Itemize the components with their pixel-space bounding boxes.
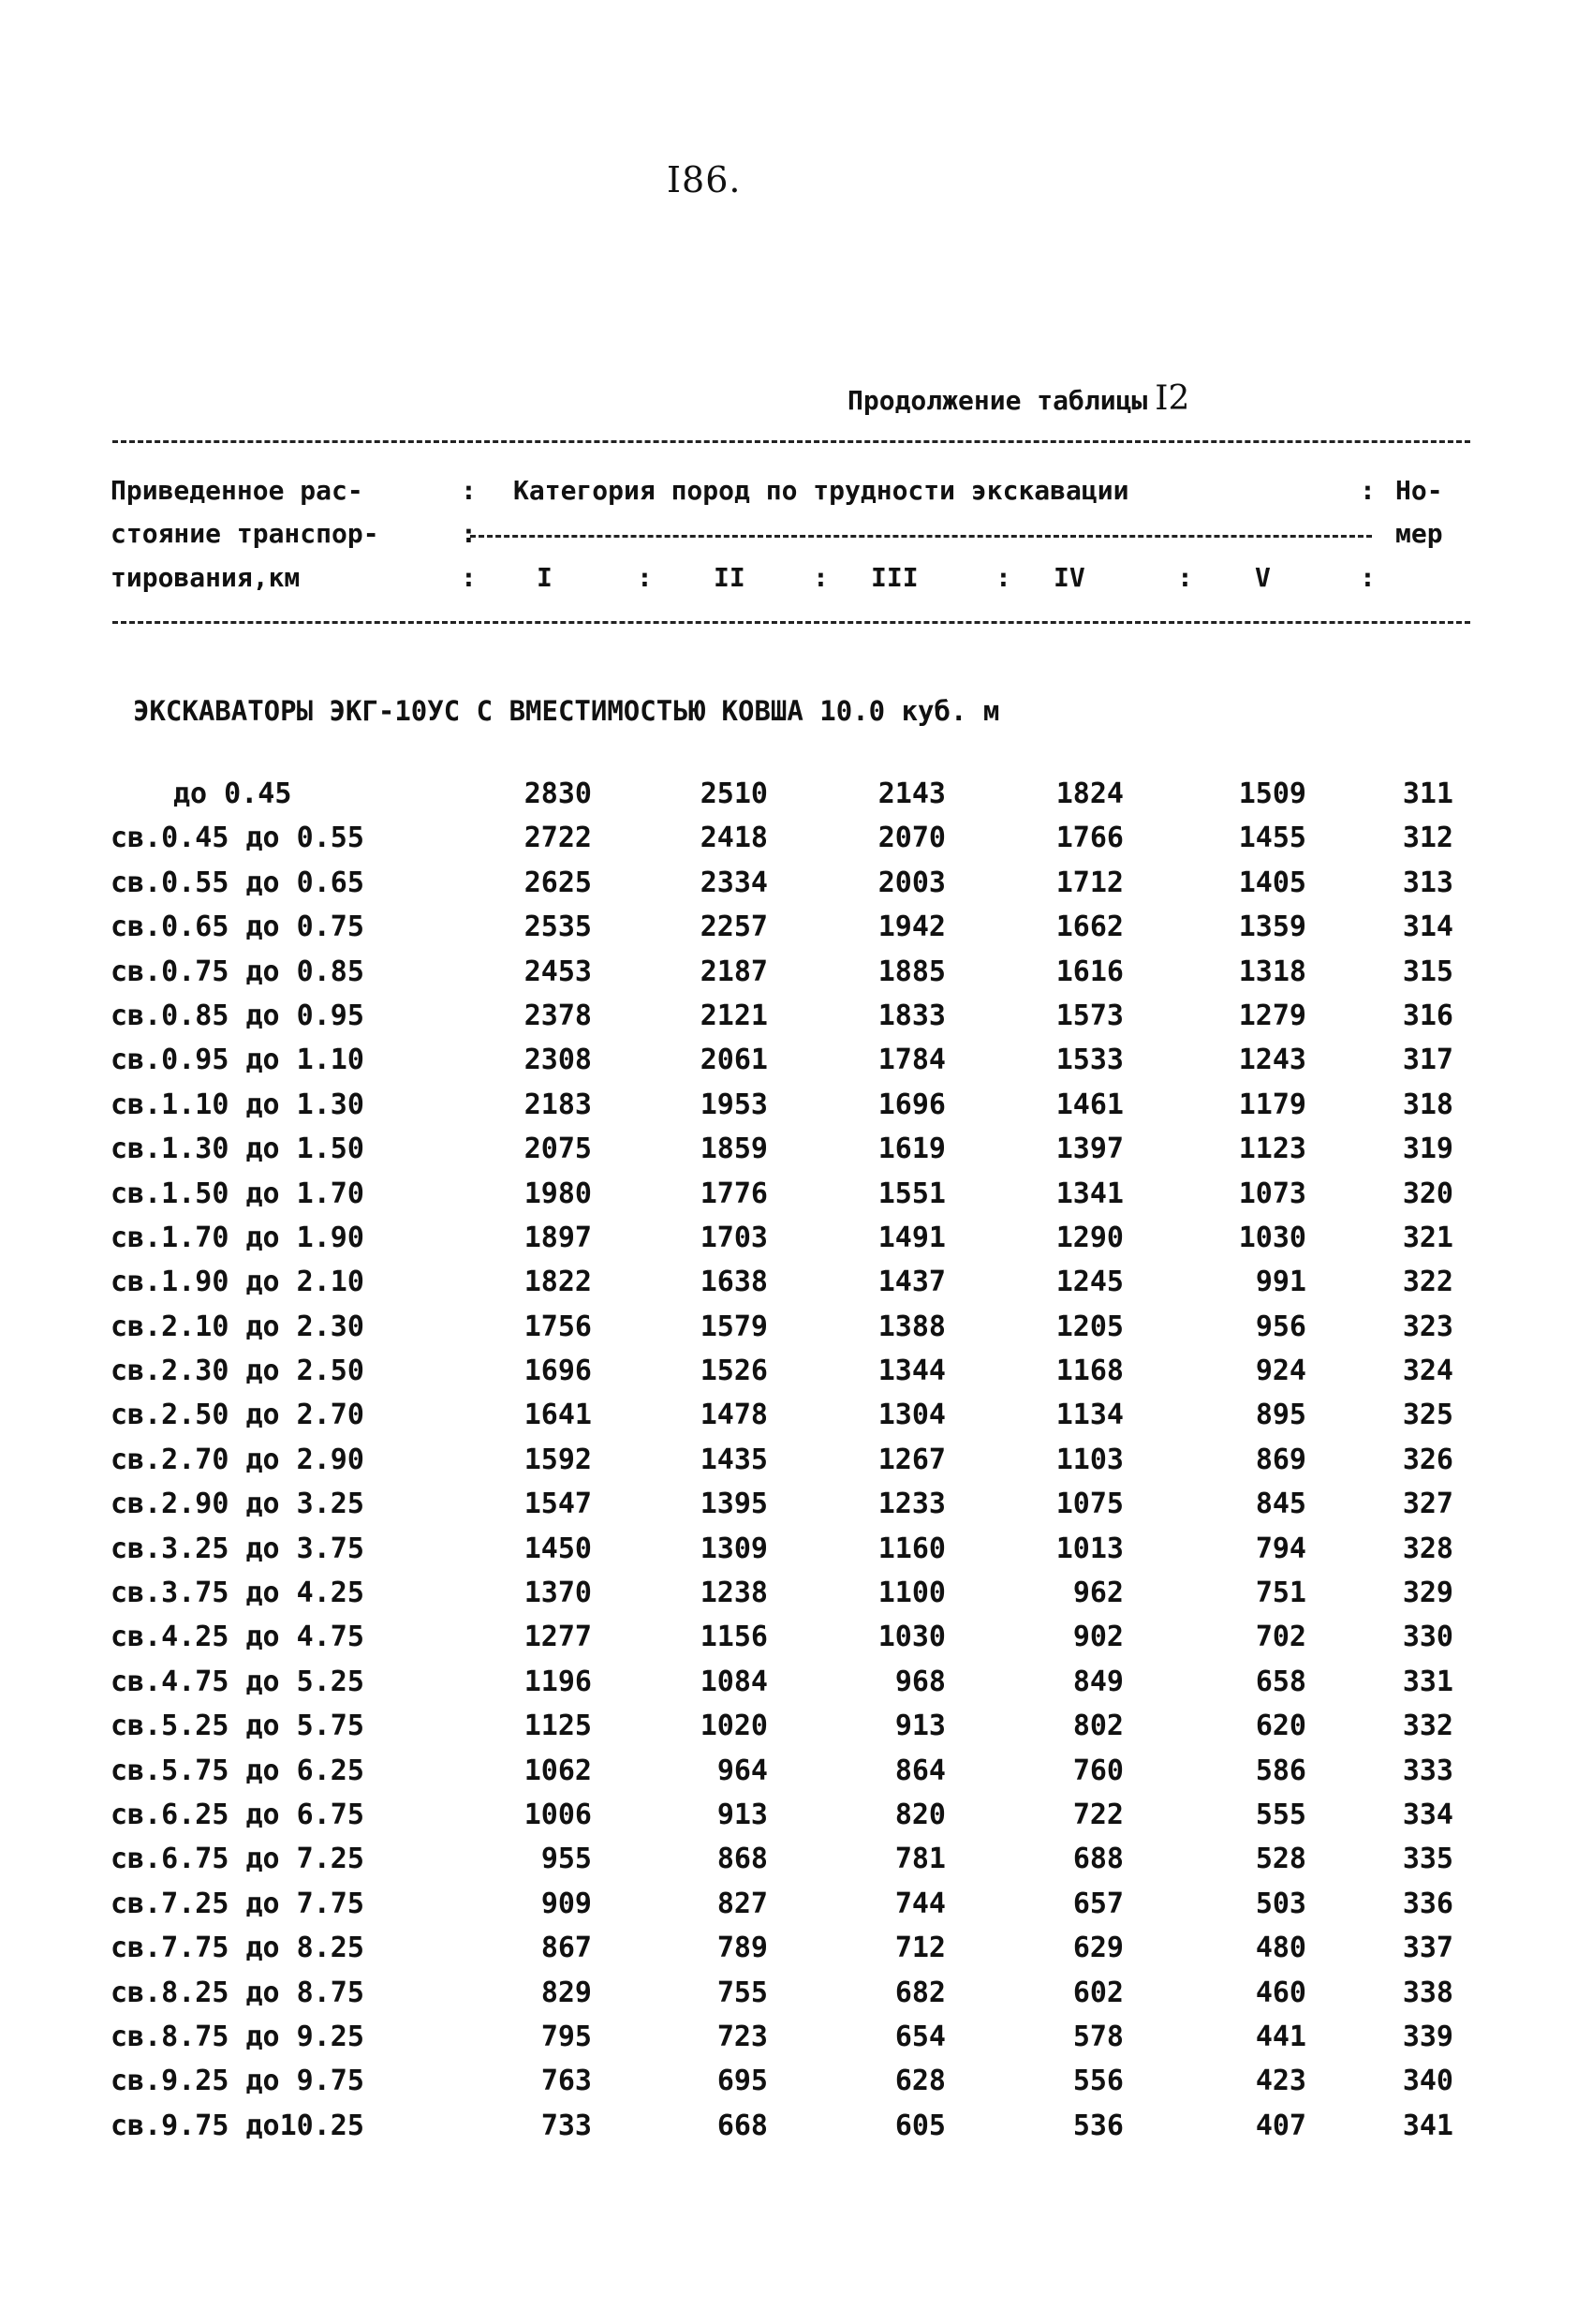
row-number-cell: 336	[1402, 1887, 1453, 1920]
category-4-cell: 1341	[1055, 1177, 1124, 1210]
category-2-cell: 913	[716, 1798, 768, 1831]
category-1-cell: 1370	[523, 1576, 592, 1610]
row-number-cell: 323	[1402, 1310, 1453, 1343]
category-5-cell: 845	[1255, 1488, 1306, 1521]
category-2-cell: 1084	[700, 1665, 768, 1698]
distance-cell: св.7.25 до 7.75	[111, 1887, 364, 1920]
category-5-cell: 1318	[1238, 955, 1306, 988]
row-number-cell: 324	[1402, 1354, 1453, 1388]
category-3-cell: 1233	[877, 1488, 946, 1521]
row-number-cell: 339	[1402, 2020, 1453, 2053]
category-5-cell: 1279	[1238, 999, 1306, 1032]
header-separator: :	[813, 562, 829, 593]
table-row	[0, 2109, 1592, 2154]
row-number-cell: 331	[1402, 1665, 1453, 1698]
distance-cell: до 0.45	[173, 777, 292, 810]
distance-cell: св.0.95 до 1.10	[111, 1044, 364, 1077]
category-3-cell: 1885	[877, 955, 946, 988]
category-2-cell: 2510	[700, 777, 768, 810]
category-4-cell: 1103	[1055, 1443, 1124, 1476]
row-number-cell: 329	[1402, 1576, 1453, 1610]
category-3-cell: 744	[894, 1887, 946, 1920]
category-divider-rule	[470, 535, 1372, 538]
category-1-cell: 1980	[523, 1177, 592, 1210]
table-row	[0, 1799, 1592, 1843]
category-2-cell: 1526	[700, 1354, 768, 1388]
category-1-cell: 2830	[523, 777, 592, 810]
header-bottom-rule	[112, 621, 1470, 624]
category-2-cell: 1776	[700, 1177, 768, 1210]
number-header-line2: мер	[1395, 518, 1443, 549]
category-3-cell: 712	[894, 1932, 946, 1965]
distance-cell: св.1.30 до 1.50	[111, 1132, 364, 1166]
category-5-cell: 991	[1255, 1266, 1306, 1299]
category-5-cell: 924	[1255, 1354, 1306, 1388]
category-3-cell: 1696	[877, 1088, 946, 1121]
header-top-rule	[112, 440, 1470, 443]
category-1-cell: 2722	[523, 822, 592, 855]
category-5-cell: 407	[1255, 2109, 1306, 2142]
category-4-cell: 722	[1072, 1798, 1124, 1831]
category-3-cell: 1344	[877, 1354, 946, 1388]
category-5-cell: 1455	[1238, 822, 1306, 855]
distance-cell: св.2.10 до 2.30	[111, 1310, 364, 1343]
table-row	[0, 1754, 1592, 1799]
category-1-cell: 1547	[523, 1488, 592, 1521]
category-2-cell: 868	[716, 1843, 768, 1876]
table-row	[0, 2021, 1592, 2065]
category-3-cell: 1160	[877, 1532, 946, 1565]
category-1-cell: 1125	[523, 1710, 592, 1743]
category-4-cell: 962	[1072, 1576, 1124, 1610]
category-4-cell: 1533	[1055, 1044, 1124, 1077]
header-separator: :	[1360, 475, 1376, 506]
category-3-cell: 2003	[877, 866, 946, 899]
table-row	[0, 1621, 1592, 1665]
category-5-cell: 1179	[1238, 1088, 1306, 1121]
category-4-cell: 1075	[1055, 1488, 1124, 1521]
category-3-cell: 1942	[877, 910, 946, 944]
row-number-cell: 327	[1402, 1488, 1453, 1521]
row-number-cell: 325	[1402, 1399, 1453, 1432]
distance-cell: св.2.50 до 2.70	[111, 1399, 364, 1432]
table-row	[0, 1443, 1592, 1488]
table-row	[0, 2065, 1592, 2109]
row-number-cell: 330	[1402, 1621, 1453, 1654]
table-row	[0, 1488, 1592, 1532]
category-5-cell: 1405	[1238, 866, 1306, 899]
table-row	[0, 1310, 1592, 1354]
distance-cell: св.8.75 до 9.25	[111, 2020, 364, 2053]
distance-cell: св.1.90 до 2.10	[111, 1266, 364, 1299]
category-label-2: II	[714, 562, 745, 593]
category-4-cell: 1616	[1055, 955, 1124, 988]
distance-cell: св.6.75 до 7.25	[111, 1843, 364, 1876]
row-number-cell: 317	[1402, 1044, 1453, 1077]
distance-cell: св.3.25 до 3.75	[111, 1532, 364, 1565]
row-number-cell: 338	[1402, 1976, 1453, 2009]
category-2-cell: 1703	[700, 1221, 768, 1254]
table-number: I2	[1155, 379, 1190, 418]
category-3-cell: 1437	[877, 1266, 946, 1299]
category-5-cell: 480	[1255, 1932, 1306, 1965]
distance-header-line2: стояние транспор-	[111, 518, 379, 549]
category-3-cell: 605	[894, 2109, 946, 2142]
table-row	[0, 1177, 1592, 1221]
row-number-cell: 334	[1402, 1798, 1453, 1831]
category-1-cell: 1006	[523, 1798, 592, 1831]
distance-cell: св.0.65 до 0.75	[111, 910, 364, 944]
header-separator: :	[1360, 562, 1376, 593]
category-3-cell: 2143	[877, 777, 946, 810]
category-4-cell: 1134	[1055, 1399, 1124, 1432]
category-4-cell: 1573	[1055, 999, 1124, 1032]
category-1-cell: 1450	[523, 1532, 592, 1565]
category-3-cell: 2070	[877, 822, 946, 855]
category-2-cell: 1579	[700, 1310, 768, 1343]
distance-cell: св.0.45 до 0.55	[111, 822, 364, 855]
category-4-cell: 536	[1072, 2109, 1124, 2142]
table-row	[0, 1665, 1592, 1710]
row-number-cell: 341	[1402, 2109, 1453, 2142]
category-4-cell: 760	[1072, 1754, 1124, 1787]
category-label-4: IV	[1054, 562, 1085, 593]
distance-cell: св.5.25 до 5.75	[111, 1710, 364, 1743]
category-4-cell: 1290	[1055, 1221, 1124, 1254]
category-2-cell: 668	[716, 2109, 768, 2142]
category-1-cell: 909	[540, 1887, 592, 1920]
category-4-cell: 1168	[1055, 1354, 1124, 1388]
row-number-cell: 319	[1402, 1132, 1453, 1166]
category-5-cell: 869	[1255, 1443, 1306, 1476]
category-2-cell: 1020	[700, 1710, 768, 1743]
category-3-cell: 864	[894, 1754, 946, 1787]
distance-header-line3: тирования,км	[111, 562, 301, 593]
category-4-cell: 657	[1072, 1887, 1124, 1920]
category-2-cell: 723	[716, 2020, 768, 2053]
category-3-cell: 1030	[877, 1621, 946, 1654]
category-3-cell: 1619	[877, 1132, 946, 1166]
category-label-1: I	[537, 562, 553, 593]
category-4-cell: 802	[1072, 1710, 1124, 1743]
category-1-cell: 829	[540, 1976, 592, 2009]
row-number-cell: 320	[1402, 1177, 1453, 1210]
distance-cell: св.6.25 до 6.75	[111, 1798, 364, 1831]
category-5-cell: 586	[1255, 1754, 1306, 1787]
category-5-cell: 1073	[1238, 1177, 1306, 1210]
distance-cell: св.9.25 до 9.75	[111, 2065, 364, 2098]
distance-cell: св.2.30 до 2.50	[111, 1354, 364, 1388]
distance-cell: св.7.75 до 8.25	[111, 1932, 364, 1965]
row-number-cell: 312	[1402, 822, 1453, 855]
category-header-title: Категория пород по трудности экскавации	[513, 475, 1129, 506]
category-5-cell: 794	[1255, 1532, 1306, 1565]
category-1-cell: 1822	[523, 1266, 592, 1299]
category-5-cell: 460	[1255, 1976, 1306, 2009]
category-label-3: III	[871, 562, 919, 593]
category-5-cell: 751	[1255, 1576, 1306, 1610]
category-1-cell: 1196	[523, 1665, 592, 1698]
header-separator: :	[461, 475, 477, 506]
category-2-cell: 1309	[700, 1532, 768, 1565]
category-2-cell: 2061	[700, 1044, 768, 1077]
category-4-cell: 578	[1072, 2020, 1124, 2053]
row-number-cell: 316	[1402, 999, 1453, 1032]
continuation-text: Продолжение таблицы	[848, 385, 1148, 416]
section-title: ЭКСКАВАТОРЫ ЭКГ-10УС С ВМЕСТИМОСТЬЮ КОВША 10.0 куб. м	[133, 695, 1000, 727]
category-4-cell: 1013	[1055, 1532, 1124, 1565]
distance-cell: св.2.70 до 2.90	[111, 1443, 364, 1476]
row-number-cell: 314	[1402, 910, 1453, 944]
category-4-cell: 1712	[1055, 866, 1124, 899]
category-1-cell: 2378	[523, 999, 592, 1032]
category-2-cell: 1435	[700, 1443, 768, 1476]
category-3-cell: 781	[894, 1843, 946, 1876]
table-row	[0, 1044, 1592, 1088]
header-separator: :	[461, 518, 477, 549]
distance-cell: св.2.90 до 3.25	[111, 1488, 364, 1521]
table-continuation-caption	[848, 379, 1189, 418]
distance-cell: св.0.75 до 0.85	[111, 955, 364, 988]
distance-cell: св.4.25 до 4.75	[111, 1621, 364, 1654]
category-3-cell: 820	[894, 1798, 946, 1831]
category-4-cell: 1766	[1055, 822, 1124, 855]
category-1-cell: 955	[540, 1843, 592, 1876]
category-5-cell: 528	[1255, 1843, 1306, 1876]
category-5-cell: 895	[1255, 1399, 1306, 1432]
category-3-cell: 682	[894, 1976, 946, 2009]
table-row	[0, 1710, 1592, 1754]
header-separator: :	[637, 562, 653, 593]
row-number-cell: 332	[1402, 1710, 1453, 1743]
row-number-cell: 333	[1402, 1754, 1453, 1787]
table-row	[0, 822, 1592, 866]
category-5-cell: 1123	[1238, 1132, 1306, 1166]
distance-cell: св.3.75 до 4.25	[111, 1576, 364, 1610]
category-2-cell: 789	[716, 1932, 768, 1965]
category-5-cell: 423	[1255, 2065, 1306, 2098]
row-number-cell: 315	[1402, 955, 1453, 988]
category-4-cell: 1205	[1055, 1310, 1124, 1343]
category-4-cell: 849	[1072, 1665, 1124, 1698]
row-number-cell: 337	[1402, 1932, 1453, 1965]
category-3-cell: 1304	[877, 1399, 946, 1432]
category-1-cell: 1592	[523, 1443, 592, 1476]
category-2-cell: 2334	[700, 866, 768, 899]
distance-header-line1: Приведенное рас-	[111, 475, 363, 506]
distance-cell: св.5.75 до 6.25	[111, 1754, 364, 1787]
category-5-cell: 555	[1255, 1798, 1306, 1831]
category-2-cell: 1953	[700, 1088, 768, 1121]
table-row	[0, 1976, 1592, 2021]
table-row	[0, 1932, 1592, 1976]
table-body	[0, 777, 1592, 2154]
category-3-cell: 1267	[877, 1443, 946, 1476]
category-3-cell: 1784	[877, 1044, 946, 1077]
category-2-cell: 2257	[700, 910, 768, 944]
category-4-cell: 629	[1072, 1932, 1124, 1965]
category-1-cell: 1641	[523, 1399, 592, 1432]
category-5-cell: 441	[1255, 2020, 1306, 2053]
category-1-cell: 2075	[523, 1132, 592, 1166]
category-1-cell: 1696	[523, 1354, 592, 1388]
category-4-cell: 556	[1072, 2065, 1124, 2098]
table-row	[0, 1088, 1592, 1132]
row-number-cell: 326	[1402, 1443, 1453, 1476]
row-number-cell: 311	[1402, 777, 1453, 810]
category-5-cell: 702	[1255, 1621, 1306, 1654]
category-1-cell: 795	[540, 2020, 592, 2053]
category-4-cell: 1397	[1055, 1132, 1124, 1166]
category-2-cell: 1395	[700, 1488, 768, 1521]
table-row	[0, 1399, 1592, 1443]
row-number-cell: 313	[1402, 866, 1453, 899]
category-4-cell: 1662	[1055, 910, 1124, 944]
category-4-cell: 1461	[1055, 1088, 1124, 1121]
table-row	[0, 1266, 1592, 1310]
category-2-cell: 1638	[700, 1266, 768, 1299]
category-2-cell: 1859	[700, 1132, 768, 1166]
category-2-cell: 827	[716, 1887, 768, 1920]
category-2-cell: 1156	[700, 1621, 768, 1654]
category-3-cell: 1833	[877, 999, 946, 1032]
category-5-cell: 658	[1255, 1665, 1306, 1698]
category-1-cell: 867	[540, 1932, 592, 1965]
category-4-cell: 1824	[1055, 777, 1124, 810]
table-row	[0, 1221, 1592, 1266]
category-5-cell: 620	[1255, 1710, 1306, 1743]
table-row	[0, 999, 1592, 1044]
category-2-cell: 2418	[700, 822, 768, 855]
category-1-cell: 763	[540, 2065, 592, 2098]
table-row	[0, 1132, 1592, 1177]
category-3-cell: 1551	[877, 1177, 946, 1210]
category-1-cell: 2183	[523, 1088, 592, 1121]
distance-cell: св.9.75 до10.25	[111, 2109, 364, 2142]
category-2-cell: 964	[716, 1754, 768, 1787]
table-row	[0, 1843, 1592, 1887]
header-separator: :	[995, 562, 1011, 593]
category-3-cell: 628	[894, 2065, 946, 2098]
table-row	[0, 866, 1592, 910]
distance-cell: св.1.10 до 1.30	[111, 1088, 364, 1121]
header-separator: :	[461, 562, 477, 593]
row-number-cell: 335	[1402, 1843, 1453, 1876]
category-2-cell: 2121	[700, 999, 768, 1032]
category-4-cell: 902	[1072, 1621, 1124, 1654]
category-4-cell: 688	[1072, 1843, 1124, 1876]
category-1-cell: 733	[540, 2109, 592, 2142]
category-2-cell: 755	[716, 1976, 768, 2009]
category-1-cell: 2308	[523, 1044, 592, 1077]
table-row	[0, 1576, 1592, 1621]
category-1-cell: 2453	[523, 955, 592, 988]
distance-cell: св.4.75 до 5.25	[111, 1665, 364, 1698]
table-row	[0, 777, 1592, 822]
category-1-cell: 1897	[523, 1221, 592, 1254]
category-5-cell: 1359	[1238, 910, 1306, 944]
category-4-cell: 1245	[1055, 1266, 1124, 1299]
category-5-cell: 956	[1255, 1310, 1306, 1343]
distance-cell: св.8.25 до 8.75	[111, 1976, 364, 2009]
table-row	[0, 910, 1592, 955]
category-3-cell: 1100	[877, 1576, 946, 1610]
category-5-cell: 503	[1255, 1887, 1306, 1920]
category-4-cell: 602	[1072, 1976, 1124, 2009]
page-number: I86.	[667, 159, 742, 200]
category-2-cell: 1238	[700, 1576, 768, 1610]
row-number-cell: 328	[1402, 1532, 1453, 1565]
category-2-cell: 1478	[700, 1399, 768, 1432]
category-1-cell: 1756	[523, 1310, 592, 1343]
table-row	[0, 1354, 1592, 1399]
category-3-cell: 1491	[877, 1221, 946, 1254]
category-3-cell: 913	[894, 1710, 946, 1743]
row-number-cell: 322	[1402, 1266, 1453, 1299]
category-1-cell: 1277	[523, 1621, 592, 1654]
category-1-cell: 2625	[523, 866, 592, 899]
category-label-5: V	[1255, 562, 1271, 593]
distance-cell: св.1.50 до 1.70	[111, 1177, 364, 1210]
category-3-cell: 1388	[877, 1310, 946, 1343]
category-1-cell: 1062	[523, 1754, 592, 1787]
category-3-cell: 654	[894, 2020, 946, 2053]
distance-cell: св.1.70 до 1.90	[111, 1221, 364, 1254]
category-5-cell: 1509	[1238, 777, 1306, 810]
category-2-cell: 2187	[700, 955, 768, 988]
category-1-cell: 2535	[523, 910, 592, 944]
row-number-cell: 340	[1402, 2065, 1453, 2098]
table-row	[0, 1532, 1592, 1576]
category-5-cell: 1030	[1238, 1221, 1306, 1254]
category-2-cell: 695	[716, 2065, 768, 2098]
category-5-cell: 1243	[1238, 1044, 1306, 1077]
header-separator: :	[1177, 562, 1193, 593]
table-row	[0, 955, 1592, 999]
category-3-cell: 968	[894, 1665, 946, 1698]
row-number-cell: 321	[1402, 1221, 1453, 1254]
distance-cell: св.0.85 до 0.95	[111, 999, 364, 1032]
table-row	[0, 1887, 1592, 1932]
number-header-line1: Но-	[1395, 475, 1443, 506]
distance-cell: св.0.55 до 0.65	[111, 866, 364, 899]
row-number-cell: 318	[1402, 1088, 1453, 1121]
